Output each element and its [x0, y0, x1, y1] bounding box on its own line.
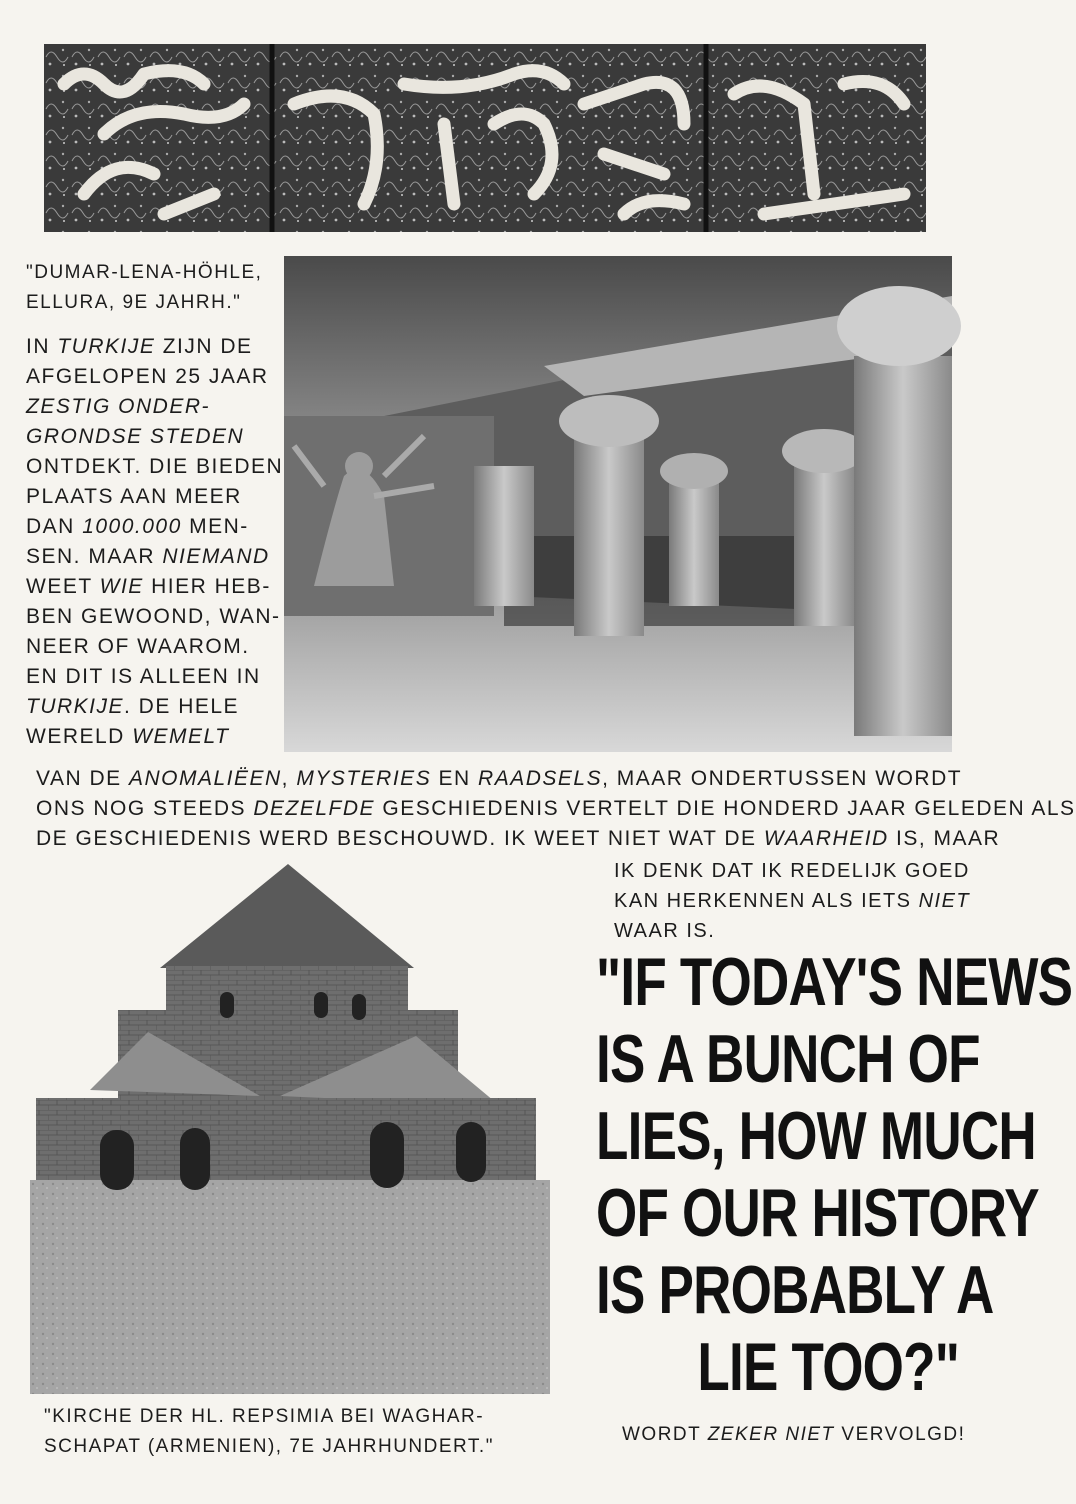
text-segment: DE GESCHIEDENIS WERD BESCHOUWD. IK WEET NIET WAT DE [36, 827, 764, 850]
text-line [26, 332, 278, 362]
text-segment: WEET [26, 575, 100, 598]
text-line [36, 794, 1076, 824]
text-segment: MEN- [181, 515, 249, 538]
text-segment: KAN HERKENNEN ALS IETS [614, 890, 919, 912]
text-line [26, 362, 278, 392]
text-segment: GESCHIEDENIS VERTELT DIE HONDERD JAAR GELEDEN ALS [375, 797, 1076, 820]
text-segment: WORDT [622, 1424, 708, 1445]
quote-line: IS A BUNCH OF [596, 1021, 980, 1097]
quote-line: LIES, HOW MUCH [596, 1098, 1036, 1174]
text-line [26, 722, 278, 752]
emphasized-word: MYSTERIES [296, 767, 432, 790]
text-line [26, 482, 278, 512]
text-line [614, 916, 974, 946]
cave-photo [284, 256, 952, 752]
quote-line: "IF TODAY'S NEWS [596, 944, 1073, 1020]
text-line [26, 542, 278, 572]
top-photo-caption: "DUMAR-LENA-HÖHLE, ELLURA, 9E JAHRH." [26, 262, 263, 313]
text-segment: . DE HELE [124, 695, 240, 718]
caption-line: "KIRCHE DER HL. REPSIMIA BEI WAGHAR- [44, 1406, 485, 1427]
text-segment: , [281, 767, 297, 790]
emphasized-word: ZESTIG ONDER- [26, 395, 211, 418]
text-segment: EN [431, 767, 479, 790]
quote-line: OF OUR HISTORY [596, 1175, 1039, 1251]
emphasized-word: WAARHEID [763, 827, 889, 850]
text-line [26, 392, 278, 422]
text-segment: WAAR IS. [614, 920, 716, 942]
text-line [614, 856, 974, 886]
text-segment: PLAATS AAN MEER [26, 485, 242, 508]
intro-text-wide [36, 764, 1076, 854]
quote-line: LIE TOO?" [697, 1329, 960, 1405]
intro-text-right [614, 856, 974, 946]
text-segment: VERVOLGD! [834, 1424, 966, 1445]
text-segment: WERELD [26, 725, 133, 748]
emphasized-word: NIET [918, 890, 971, 912]
emphasized-word: RAADSELS [478, 767, 603, 790]
emphasized-word: ANOMALIËEN [128, 767, 282, 790]
emphasized-word: WEMELT [132, 725, 230, 748]
emphasized-word: ZEKER [707, 1424, 779, 1445]
emphasized-word: DEZELFDE [253, 797, 376, 820]
quote-line: IS PROBABLY A [596, 1252, 994, 1328]
text-segment: NEER OF WAAROM. [26, 635, 250, 658]
text-line [614, 886, 974, 916]
text-line [26, 422, 278, 452]
emphasized-word: TURKIJE [57, 335, 156, 358]
emphasized-word: GRONDSE STEDEN [26, 425, 245, 448]
text-line [26, 692, 278, 722]
text-line [26, 572, 278, 602]
text-segment: BEN GEWOOND, WAN- [26, 605, 281, 628]
text-segment: IK DENK DAT IK REDELIJK GOED [614, 860, 970, 882]
text-segment: ONTDEKT. DIE BIEDEN [26, 455, 284, 478]
text-segment: VAN DE [36, 767, 129, 790]
bottom-photo-caption [44, 1402, 564, 1462]
text-line [26, 632, 278, 662]
text-line [36, 824, 1001, 854]
frieze-photo [44, 44, 926, 232]
text-segment: EN DIT IS ALLEEN IN [26, 665, 261, 688]
headline-quote [596, 944, 1073, 1406]
text-segment: DAN [26, 515, 83, 538]
text-segment: SEN. MAAR [26, 545, 163, 568]
emphasized-word: WIE [99, 575, 144, 598]
text-line [26, 602, 281, 632]
text-line [26, 512, 278, 542]
caption-line: SCHAPAT (ARMENIEN), 7E JAHRHUNDERT." [44, 1436, 494, 1457]
emphasized-word: TURKIJE [26, 695, 125, 718]
church-photo [30, 860, 550, 1394]
text-segment: AFGELOPEN 25 JAAR [26, 365, 269, 388]
emphasized-word: 1000.000 [82, 515, 182, 538]
text-segment: , MAAR ONDERTUSSEN WORDT [602, 767, 963, 790]
text-segment: IS, MAAR [888, 827, 1001, 850]
text-line [26, 452, 284, 482]
emphasized-word: NIET [785, 1424, 835, 1445]
emphasized-word: NIEMAND [162, 545, 270, 568]
text-segment: IN [26, 335, 58, 358]
text-segment: ZIJN DE [155, 335, 253, 358]
text-line [26, 662, 278, 692]
text-line [36, 764, 966, 794]
footer-note [622, 1424, 982, 1446]
text-segment: HIER HEB- [143, 575, 271, 598]
intro-text-left [26, 332, 284, 752]
text-segment: ONS NOG STEEDS [36, 797, 254, 820]
